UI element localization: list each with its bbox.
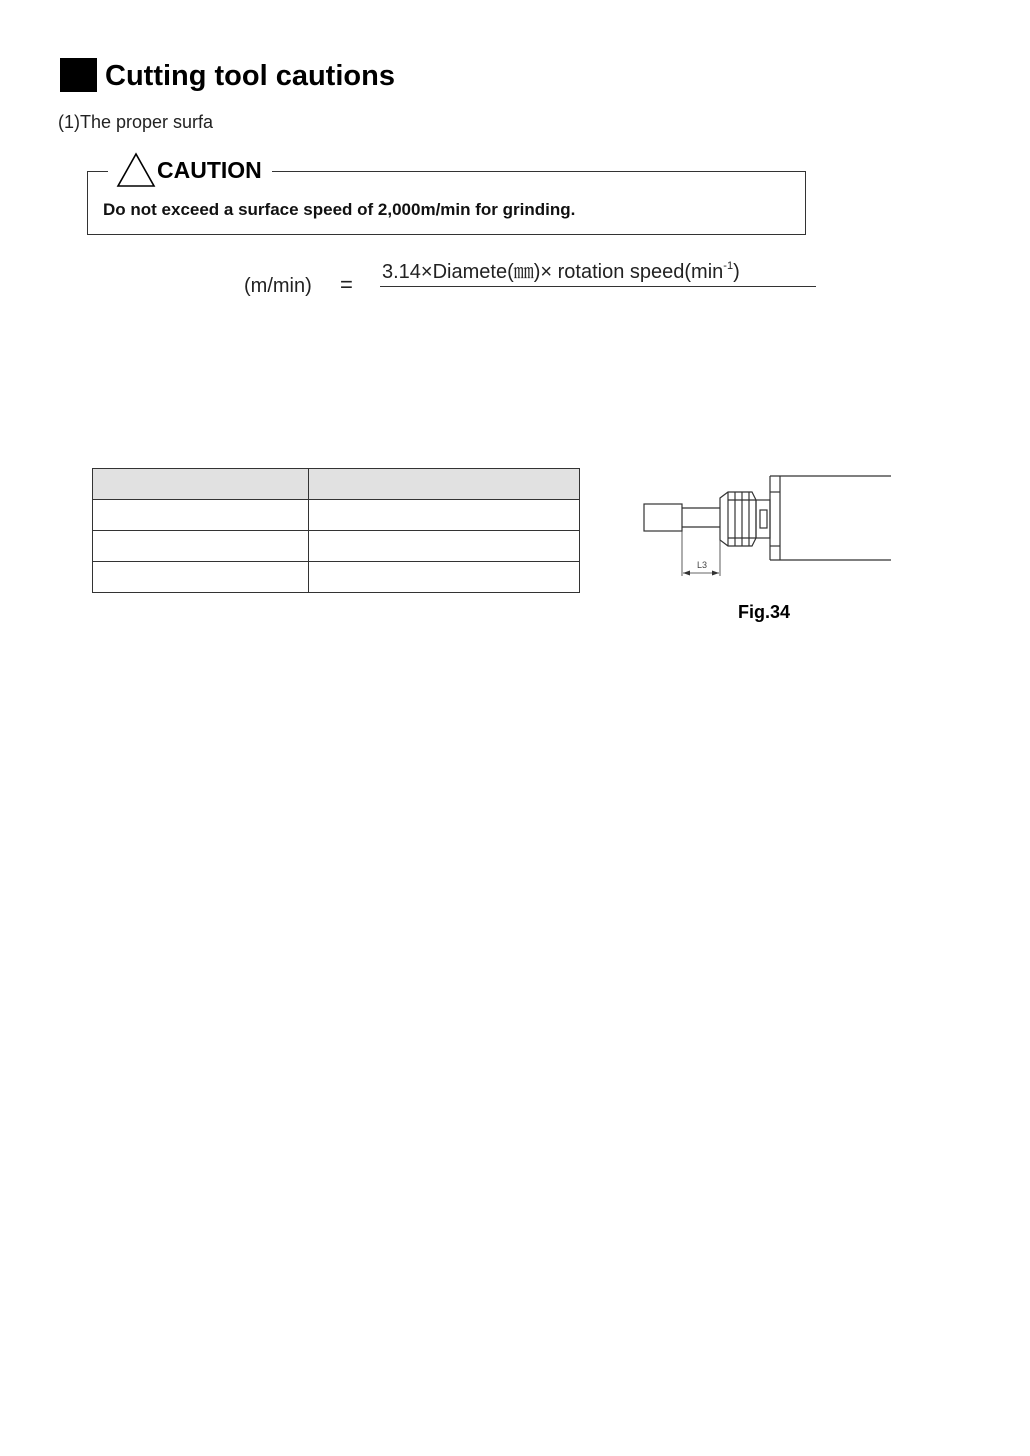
page-title: Cutting tool cautions	[105, 60, 395, 92]
table-header-cell	[309, 469, 580, 500]
caution-title: CAUTION	[157, 157, 262, 183]
caution-message: Do not exceed a surface speed of 2,000m/min for grinding.	[103, 200, 576, 219]
formula-numerator	[382, 259, 740, 285]
table-cell	[93, 531, 309, 562]
table-cell	[309, 562, 580, 593]
formula-numerator-close: )	[733, 261, 740, 283]
table-row	[93, 562, 580, 593]
fraction-bar	[380, 286, 816, 287]
table-cell	[93, 562, 309, 593]
figure-caption: Fig.34	[738, 602, 791, 622]
item-text: The proper surfa	[80, 112, 214, 132]
item-number: (1)	[58, 112, 80, 132]
caution-legend	[108, 152, 272, 188]
table-cell	[309, 531, 580, 562]
tool-holder-drawing	[640, 470, 895, 585]
formula-lhs: (m/min)	[244, 275, 312, 297]
table-cell	[309, 500, 580, 531]
figure-tool-holder	[640, 470, 895, 585]
table-cell	[93, 500, 309, 531]
formula-numerator-main: 3.14×Diamete(㎜)× rotation speed(min	[382, 261, 724, 283]
spec-table	[92, 468, 580, 593]
warning-triangle-icon	[116, 152, 156, 188]
table-header-cell	[93, 469, 309, 500]
table-row	[93, 500, 580, 531]
item-1	[58, 110, 213, 134]
table-header-row	[93, 469, 580, 500]
dimension-label: L3	[697, 560, 708, 570]
tool-tip	[644, 504, 682, 531]
formula-equals: =	[340, 272, 353, 297]
section-marker	[60, 58, 97, 92]
table-row	[93, 531, 580, 562]
formula-exponent: -1	[723, 260, 734, 272]
